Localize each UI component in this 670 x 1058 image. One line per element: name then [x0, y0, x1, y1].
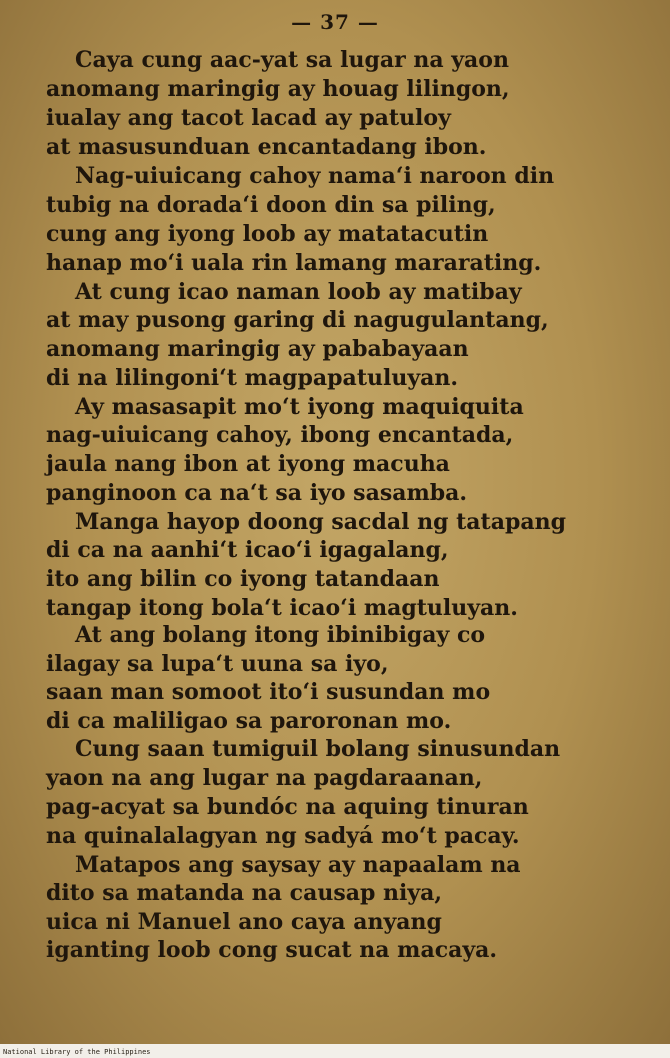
- poem-line: tangap itong bola‘t icao‘i magtuluyan.: [46, 595, 518, 621]
- library-credit: National Library of the Philippines: [3, 1048, 151, 1056]
- poem-line: at masusunduan encantadang ibon.: [46, 134, 487, 160]
- poem-line: hanap mo‘i uala rin lamang mararating.: [46, 250, 542, 276]
- poem-line: Nag-uiuicang cahoy nama‘i naroon din: [75, 163, 555, 189]
- poem-line: Ay masasapit mo‘t iyong maquiquita: [75, 394, 524, 420]
- poem-line: nag-uiuicang cahoy, ibong encantada,: [46, 422, 514, 448]
- poem-line: ito ang bilin co iyong tatandaan: [46, 566, 440, 592]
- poem-line: di ca maliligao sa paroronan mo.: [46, 708, 452, 734]
- poem-line: na quinalalagyan ng sadyá mo‘t pacay.: [46, 823, 520, 849]
- poem-line: Caya cung aac-yat sa lugar na yaon: [75, 47, 509, 73]
- poem-line: at may pusong garing di nagugulantang,: [46, 307, 549, 333]
- poem-line: panginoon ca na‘t sa iyo sasamba.: [46, 480, 468, 506]
- poem-line: di na lilingoni‘t magpapatuluyan.: [46, 365, 459, 391]
- poem-line: anomang maringig ay houag lilingon,: [46, 76, 510, 102]
- poem-line: dito sa matanda na causap niya,: [46, 880, 443, 906]
- poem-line: saan man somoot ito‘i susundan mo: [46, 679, 491, 705]
- poem-line: di ca na aanhi‘t icao‘i igagalang,: [46, 537, 449, 563]
- poem-line: jaula nang ibon at iyong macuha: [46, 451, 450, 477]
- poem-line: Manga hayop doong sacdal ng tatapang: [75, 509, 566, 535]
- poem-line: At cung icao naman loob ay matibay: [75, 279, 522, 305]
- poem-line: uica ni Manuel ano caya anyang: [46, 909, 442, 935]
- poem-line: pag-acyat sa bundóc na aquing tinuran: [46, 794, 529, 820]
- poem-line: At ang bolang itong ibinibigay co: [75, 622, 486, 648]
- poem-line: tubig na dorada‘i doon din sa piling,: [46, 192, 496, 218]
- poem-line: Cung saan tumiguil bolang sinusundan: [75, 736, 561, 762]
- poem-line: anomang maringig ay pababayaan: [46, 336, 469, 362]
- poem-line: cung ang iyong loob ay matatacutin: [46, 221, 489, 247]
- poem-line: iualay ang tacot lacad ay patuloy: [46, 105, 451, 131]
- poem-line: iganting loob cong sucat na macaya.: [46, 937, 498, 963]
- poem-line: Matapos ang saysay ay napaalam na: [75, 852, 521, 878]
- poem-line: ilagay sa lupa‘t uuna sa iyo,: [46, 651, 389, 677]
- page-number: — 37 —: [291, 10, 379, 34]
- poem-line: yaon na ang lugar na pagdaraanan,: [46, 765, 483, 791]
